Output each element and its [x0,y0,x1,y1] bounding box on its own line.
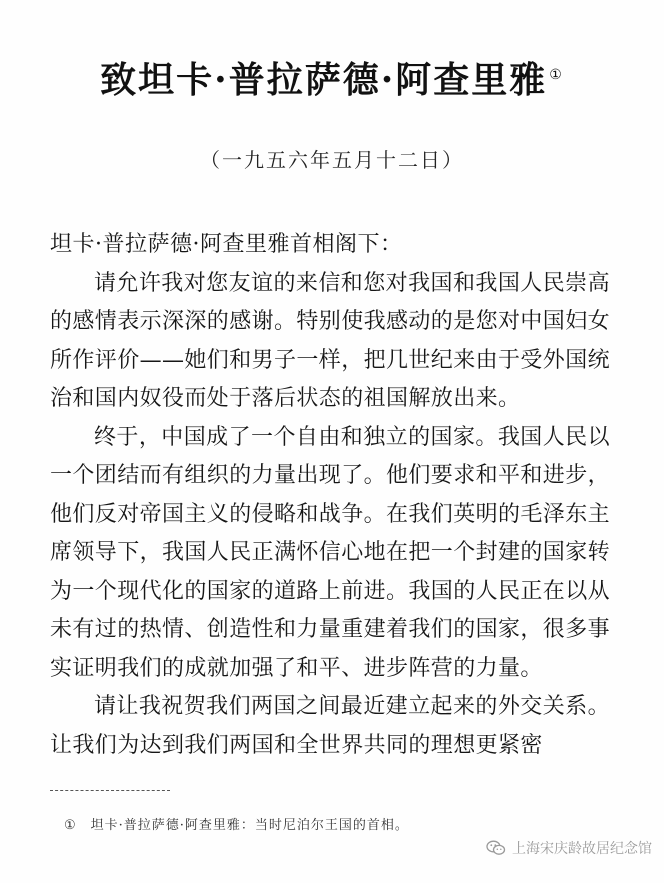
letter-date: （一九五六年五月十二日） [200,148,464,172]
footnote-mark: ① [64,818,77,833]
watermark-text: 上海宋庆龄故居纪念馆 [512,841,652,857]
footnote-text: 坦卡·普拉萨德·阿查里雅：当时尼泊尔王国的首相。 [90,818,409,833]
footnote [64,814,409,833]
watermark [486,838,652,858]
paragraph-1: 请允许我对您友谊的来信和您对我国和我国人民崇高的感情表示深深的感谢。特别使我感动的是您对中国妇女所作评价——她们和男子一样，把几世纪来由于受外国统治和国内奴役而处于落后状态的祖国解放出来。 [50,270,611,411]
paragraph-3: 请让我祝贺我们两国之间最近建立起来的外交关系。让我们为达到我们两国和全世界共同的理想更紧密 [50,694,610,758]
salutation: 坦卡·普拉萨德·阿查里雅首相阁下： [50,232,403,257]
footnote-divider [50,790,170,791]
letter-body [50,226,610,765]
letter-title [0,52,664,103]
title-footnote-ref: ① [549,67,564,83]
paragraph-2: 终于，中国成了一个自由和独立的国家。我国人民以一个团结而有组织的力量出现了。他们要求和平和进步，他们反对帝国主义的侵略和战争。在我们英明的毛泽东主席领导下，我国人民正满怀信心地在把一个封建的国家转为一个现代化的国家的道路上前进。我国的人民正在以从未有过的热情、创造性和力量重建着我们的国家，很多事实证明我们的成就加强了和平、进步阵营的力量。 [50,424,611,681]
title-text: 致坦卡·普拉萨德·阿查里雅 [100,59,548,101]
wechat-icon [486,840,506,856]
